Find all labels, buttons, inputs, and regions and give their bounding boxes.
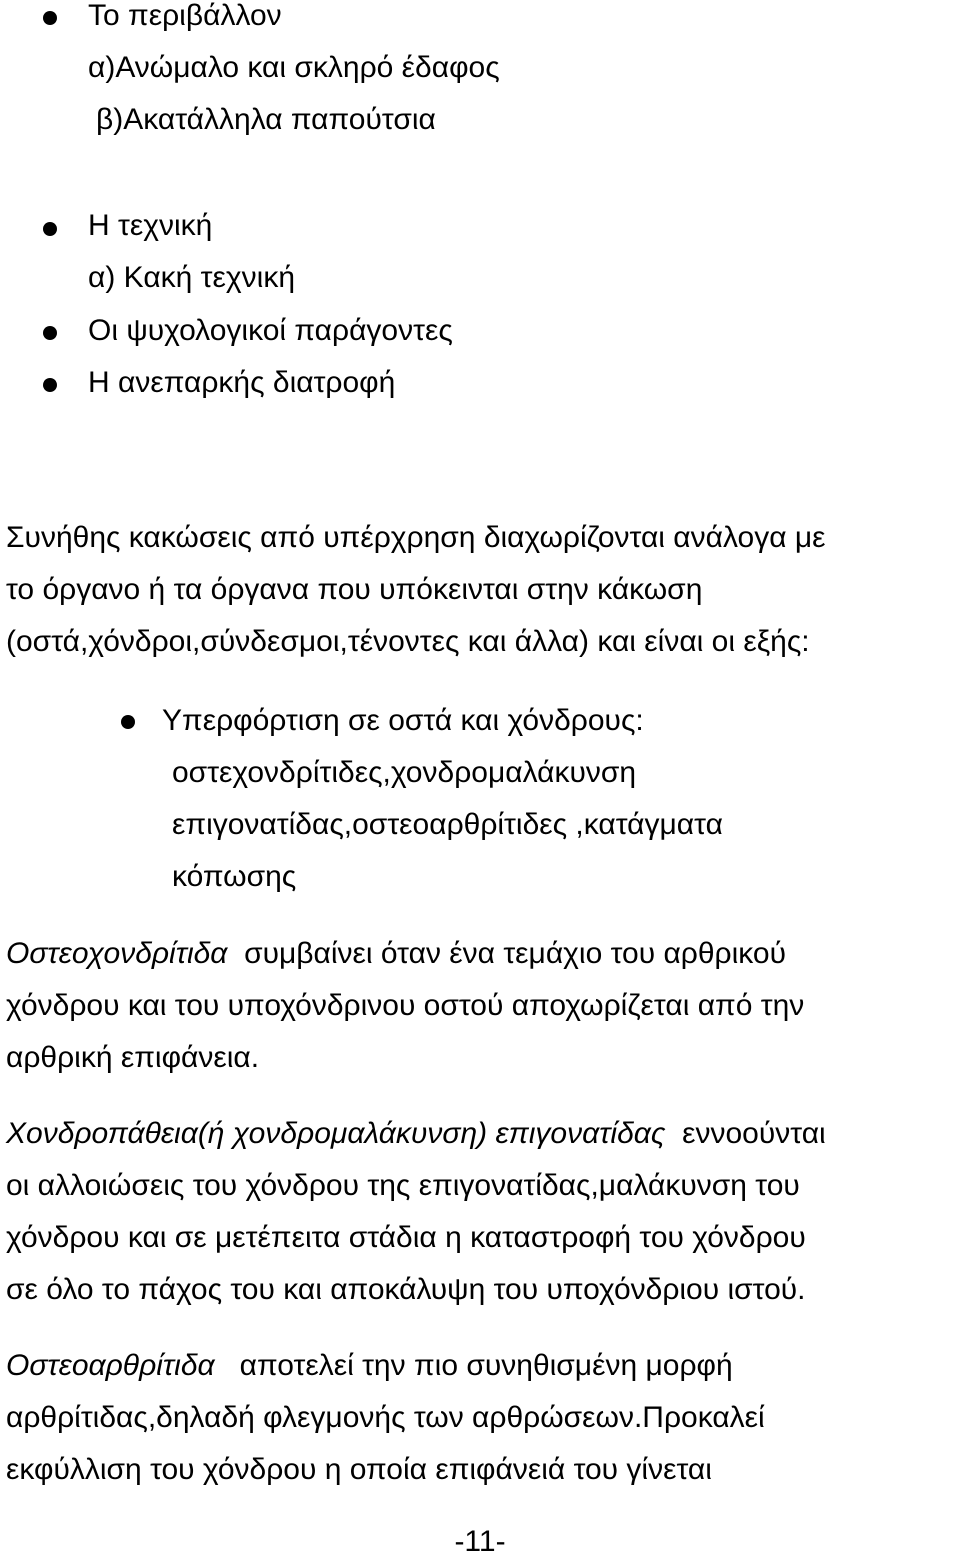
list-item-nutrition: Η ανεπαρκής διατροφή bbox=[88, 366, 396, 399]
list-subitem: α)Ανώμαλο και σκληρό έδαφος bbox=[88, 51, 500, 84]
bullet-icon bbox=[121, 715, 135, 729]
bullet-icon bbox=[43, 378, 57, 392]
list-item-psychological: Οι ψυχολογικοί παράγοντες bbox=[88, 314, 453, 347]
list-subitem: α) Κακή τεχνική bbox=[88, 261, 295, 294]
paragraph-first-line bbox=[6, 936, 786, 972]
list-item-line: κόπωσης bbox=[172, 860, 297, 893]
paragraph-line: χόνδρου και σε μετέπειτα στάδια η καταστροφή του χόνδρου bbox=[6, 1221, 806, 1254]
list-item-line: επιγονατίδας,οστεοαρθρίτιδες ,κατάγματα bbox=[172, 808, 723, 841]
paragraph-text: συμβαίνει όταν ένα τεμάχιο του αρθρικού bbox=[244, 937, 787, 970]
paragraph-first-line bbox=[6, 1116, 826, 1152]
paragraph-line: αρθρίτιδας,δηλαδή φλεγμονής των αρθρώσεων.Προκαλεί bbox=[6, 1401, 765, 1434]
bullet-icon bbox=[43, 222, 57, 236]
paragraph-text: εννοούνται bbox=[682, 1117, 826, 1150]
list-item-environment-title: Το περιβάλλον bbox=[88, 0, 282, 32]
list-subitem: β)Ακατάλληλα παπούτσια bbox=[96, 103, 436, 136]
paragraph-line: εκφύλλιση του χόνδρου η οποία επιφάνειά του γίνεται bbox=[6, 1453, 712, 1486]
paragraph-line: αρθρική επιφάνεια. bbox=[6, 1041, 260, 1074]
list-item-line: οστεχονδρίτιδες,χονδρομαλάκυνση bbox=[172, 756, 637, 789]
list-item-technique-title: Η τεχνική bbox=[88, 209, 213, 242]
term-chondropathy: Χονδροπάθεια(ή χονδρομαλάκυνση) επιγονατίδας bbox=[6, 1117, 666, 1150]
list-item-overload-title: Υπερφόρτιση σε οστά και χόνδρους: bbox=[162, 704, 644, 737]
term-osteoarthritis: Οστεοαρθρίτιδα bbox=[6, 1349, 215, 1382]
paragraph-line: το όργανο ή τα όργανα που υπόκεινται στην κάκωση bbox=[6, 573, 703, 606]
paragraph-line: (οστά,χόνδροι,σύνδεσμοι,τένοντες και άλλα) και είναι οι εξής: bbox=[6, 625, 810, 658]
paragraph-text: αποτελεί την πιο συνηθισμένη μορφή bbox=[239, 1349, 733, 1382]
paragraph-line: σε όλο το πάχος του και αποκάλυψη του υποχόνδριου ιστού. bbox=[6, 1273, 806, 1306]
paragraph-line: χόνδρου και του υποχόνδρινου οστού αποχωρίζεται από την bbox=[6, 989, 805, 1022]
paragraph-line: οι αλλοιώσεις του χόνδρου της επιγονατίδας,μαλάκυνση του bbox=[6, 1169, 800, 1202]
page-number: -11- bbox=[454, 1525, 506, 1558]
paragraph-first-line bbox=[6, 1348, 733, 1384]
bullet-icon bbox=[43, 326, 57, 340]
bullet-icon bbox=[43, 11, 57, 25]
paragraph-line: Συνήθης κακώσεις από υπέρχρηση διαχωρίζονται ανάλογα με bbox=[6, 521, 826, 554]
term-osteochondritis: Οστεοχονδρίτιδα bbox=[6, 937, 228, 970]
